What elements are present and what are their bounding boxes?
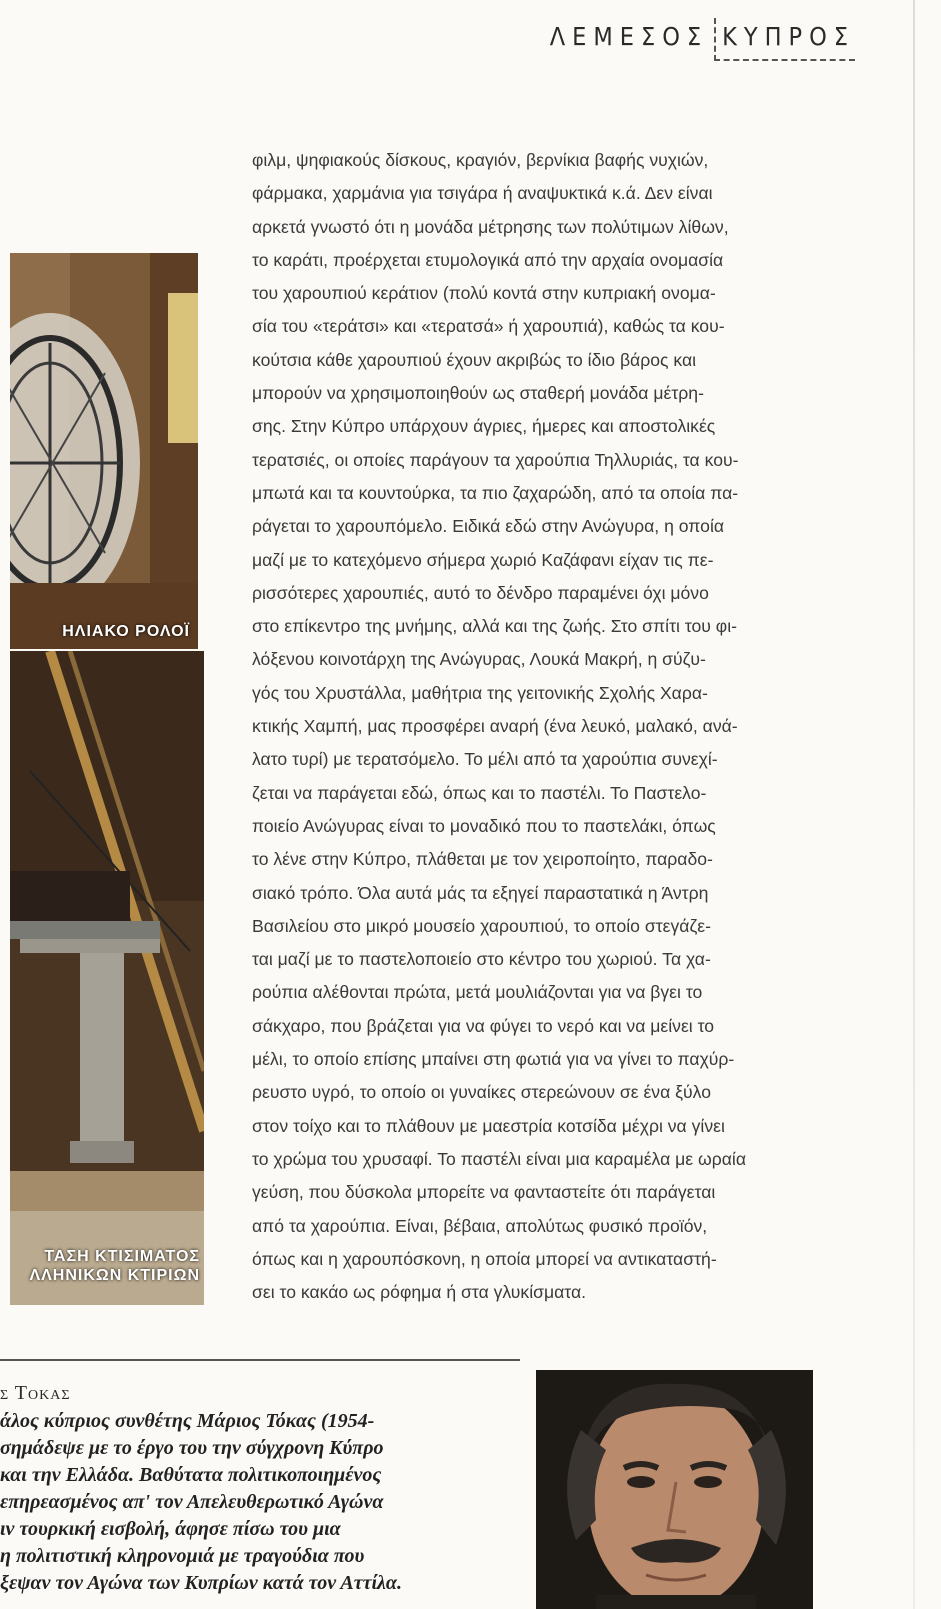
article-line: ράγεται το χαρουπόμελο. Ειδικά εδώ στην Ανώγυρα, η οποία: [252, 516, 725, 537]
article-line: το λένε στην Κύπρο, πλάθεται με τον χειροποίητο, παραδο-: [252, 849, 713, 870]
building-caption-line-2: ΛΛΗΝΙΚΩΝ ΚΤΙΡΙΩΝ: [29, 1267, 200, 1284]
article-line: όπως και η χαρουπόσκονη, η οποία μπορεί να αντικαταστή-: [252, 1248, 717, 1269]
bio-line: άλος κύπριος συνθέτης Μάριος Τόκας (1954-: [0, 1410, 375, 1432]
bio-divider: [0, 1359, 520, 1361]
bio-line: η πολιτιστική κληρονομιά με τραγούδια που: [0, 1545, 365, 1567]
article-line: σάκχαρο, που βράζεται για να φύγει το νερό και να μείνει το: [252, 1015, 715, 1036]
portrait-illustration: [536, 1370, 813, 1609]
page-edge-shadow: [913, 0, 915, 1609]
building-caption: [29, 1247, 200, 1285]
building-illustration: [10, 651, 204, 1305]
article-line: ρευστο υγρό, το οποίο οι γυναίκες στερεώνουν σε ένα ξύλο: [252, 1082, 711, 1103]
article-line: φιλμ, ψηφιακούς δίσκους, κραγιόν, βερνίκια βαφής νυχιών,: [252, 150, 709, 170]
article-line: ται μαζί με το παστελοποιείο στο κέντρο του χωριού. Τα χα-: [252, 949, 711, 970]
article-line: γός του Χρυστάλλα, μαθήτρια της γειτονικής Σχολής Χαρα-: [252, 682, 708, 703]
article-body: [252, 144, 824, 1309]
article-line: στον τοίχο και το πλάθουν με μαεστρία κοτσίδα μέχρι να γίνει: [252, 1115, 725, 1136]
sundial-photo: [10, 253, 198, 649]
article-line: το καράτι, προέρχεται ετυμολογικά από την αρχαία ονομασία: [252, 249, 724, 270]
article-line: λατο τυρί) με τερατσόμελο. Το μέλι από τα χαρούπια συνεχί-: [252, 749, 718, 770]
article-line: Βασιλείου στο μικρό μουσείο χαρουπιού, το οποίο στεγάζε-: [252, 915, 711, 936]
sundial-caption: ΗΛΙΑΚΟ ΡΟΛΟΪ: [62, 623, 190, 640]
bio-title: ς Τοκας: [0, 1382, 71, 1404]
bio-line: επηρεασμένος απ' τον Απελευθερωτικό Αγώνα: [0, 1491, 384, 1513]
article-line: στο επίκεντρο της μνήμης, αλλά και της ζωής. Στο σπίτι του φι-: [252, 616, 737, 637]
article-line: τερατσιές, οι οποίες παράγουν τα χαρούπια Τηλλυριάς, τα κου-: [252, 449, 739, 470]
article-line: λόξενου κοινοτάρχη της Ανώγυρας, Λουκά Μακρή, η σύζυ-: [252, 649, 706, 670]
article-line: από τα χαρούπια. Είναι, βέβαια, απολύτως φυσικό προϊόν,: [252, 1215, 708, 1236]
header-city: ΛΕΜΕΣΟΣ: [549, 22, 709, 51]
article-line: σει το κακάο ως ρόφημα ή στα γλυκίσματα.: [252, 1282, 587, 1303]
article-line: γεύση, που δύσκολα μπορείτε να φανταστείτε ότι παράγεται: [252, 1182, 716, 1203]
article-line: μπορούν να χρησιμοποιηθούν ως σταθερή μονάδα μέτρη-: [252, 383, 704, 404]
article-line: κτικής Χαμπή, μας προσφέρει αναρή (ένα λευκό, μαλακό, ανά-: [252, 716, 738, 737]
article-line: ζεται να παράγεται εδώ, όπως και το παστέλι. Το Παστελο-: [252, 782, 707, 803]
bio-line: και την Ελλάδα. Βαθύτατα πολιτικοποιημένος: [0, 1464, 382, 1486]
bio-line: σημάδεψε με το έργο του την σύγχρονη Κύπρο: [0, 1437, 384, 1459]
article-line: αρκετά γνωστό ότι η μονάδα μέτρησης των πολύτιμων λίθων,: [252, 216, 729, 237]
article-line: κούτσια κάθε χαρουπιού έχουν ακριβώς το ίδιο βάρος και: [252, 349, 697, 370]
article-line: μαζί με το κατεχόμενο σήμερα χωριό Καζάφανι είχαν τις πε-: [252, 549, 714, 570]
article-line: φάρμακα, χαρμάνια για τσιγάρα ή αναψυκτικά κ.ά. Δεν είναι: [252, 183, 713, 204]
bio-text: [0, 1408, 520, 1597]
sundial-illustration: [10, 253, 198, 649]
article-line: σία του «τεράτσι» και «τερατσά» ή χαρουπιά), καθώς τα κου-: [252, 316, 725, 337]
building-photo: [10, 651, 204, 1305]
building-caption-line-1: ΤΑΣΗ ΚΤΙΣΙΜΑΤΟΣ: [44, 1248, 200, 1265]
bio-line: ξεψαν τον Αγώνα των Κυπρίων κατά τον Αττίλα.: [0, 1572, 402, 1594]
article-line: μπωτά και τα κουντούρκα, τα πιο ζαχαρώδη, από τα οποία πα-: [252, 482, 739, 503]
article-line: σης. Στην Κύπρο υπάρχουν άγριες, ήμερες και αποστολικές: [252, 416, 716, 437]
article-line: του χαρουπιού κεράτιον (πολύ κοντά στην κυπριακή ονομα-: [252, 283, 716, 304]
header-country: ΚΥΠΡΟΣ: [714, 18, 855, 61]
bio-line: ιν τουρκική εισβολή, άφησε πίσω του μια: [0, 1518, 341, 1540]
article-line: ρούπια αλέθονται πρώτα, μετά μουλιάζονται για να βγει το: [252, 982, 703, 1003]
portrait-photo: [536, 1370, 813, 1609]
section-header: [550, 18, 855, 61]
article-line: μέλι, το οποίο επίσης μπαίνει στη φωτιά για να γίνει το παχύρ-: [252, 1049, 735, 1070]
article-line: σιακό τρόπο. Όλα αυτά μάς τα εξηγεί παραστατικά η Άντρη: [252, 882, 709, 903]
article-line: ποιείο Ανώγυρας είναι το μοναδικό που το παστελάκι, όπως: [252, 815, 716, 836]
article-line: το χρώμα του χρυσαφί. Το παστέλι είναι μια καραμέλα με ωραία: [252, 1148, 746, 1169]
article-line: ρισσότερες χαρουπιές, αυτό το δένδρο παραμένει όχι μόνο: [252, 582, 709, 603]
